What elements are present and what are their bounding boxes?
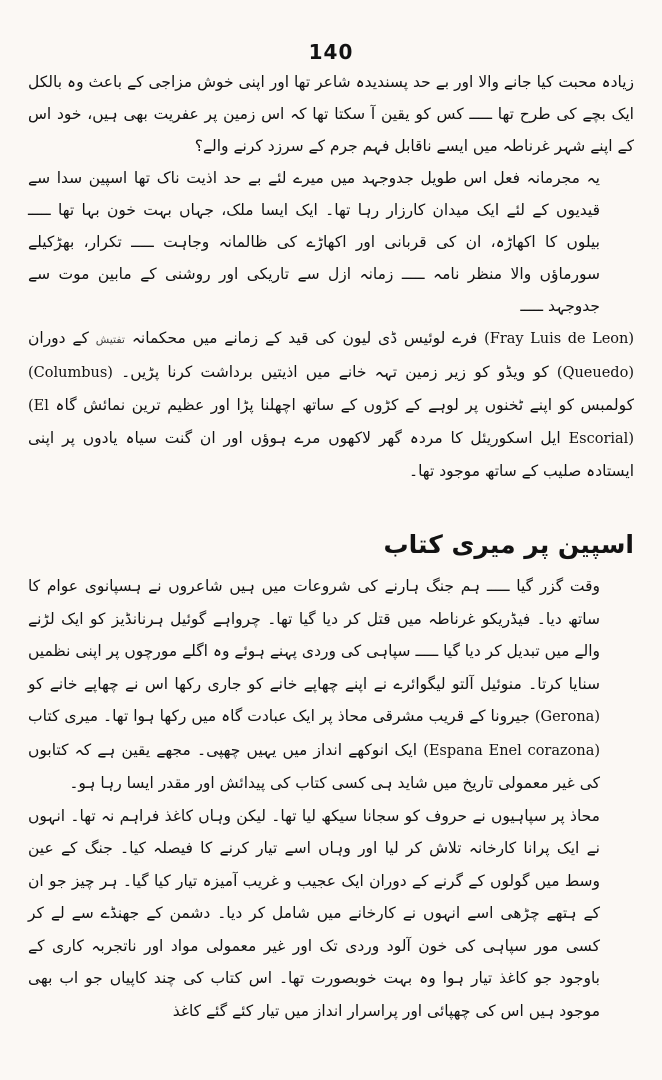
paragraph-5: محاذ پر سپاہیوں نے حروف کو سجانا سیکھ لیا تھا۔ لیکن وہاں کاغذ فراہم نہ تھا۔ انہوں نے ایک پرانا کارخانہ تلاش کر لیا اور وہاں اسے تیار کرنے کا فیصلہ کیا۔ جنگ کے عین وسط میں گولوں کے گرنے کے دوران ایک عجیب و غریب آمیزہ تیار کیا گیا۔ ہر چیز جو ان کے ہتھے چڑھی اسے انہوں نے کارخانے میں شامل کر دیا۔ دشمن کے جھنڈے سے لے کر کسی مور سپاہی کی خون آلود وردی تک اور غیر معمولی مواد اور ناتجربہ کاری کے باوجود جو کاغذ تیار ہوا وہ بہت خوبصورت تھا۔ اس کتاب کی چند کاپیاں جو اب بھی موجود ہیں اس کی چھپائی اور پراسرار انداز میں تیار کئے گئے کاغذ: [28, 806, 600, 1020]
paragraph-4-part-2: جیرونا کے قریب مشرقی محاذ پر ایک عبادت گاہ میں رکھا ہوا تھا۔ میری کتاب: [28, 707, 530, 725]
paragraph-4-part-3: ایک انوکھے انداز میں یہیں چھپی۔ مجھے یقین ہے کہ کتابوں کی غیر معمولی تاریخ میں شاید ہی کسی کتاب کی پیدائش اور مقدر ایسا رہا ہو۔: [28, 740, 600, 792]
latin-columbus: (Columbus): [28, 365, 113, 381]
latin-el-escorial: (El Escorial): [28, 398, 634, 447]
paragraph-1: زیادہ محبت کیا جانے والا اور بے حد پسندیدہ شاعر تھا اور اپنی خوش مزاجی کے باعث وہ بالکل ایک بچے کی طرح تھا ـــــ کس کو یقین آ سکتا تھا کہ اس زمین پر عفریت بھی ہیں، خود اس کے اپنے شہر غرناطہ میں ایسے ناقابل فہم جرم کے سرزد کرنے والے؟: [28, 73, 634, 155]
paragraph-3-part-4: کولمبس کو اپنے ٹخنوں پر لوہے کے کڑوں کے ساتھ اچھلنا پڑا اور عظیم ترین نمائش گاہ: [55, 396, 634, 414]
text-block-top: [28, 66, 634, 487]
paragraph-4-part-1: وقت گزر گیا ـــــ ہم جنگ ہارنے کی شروعات میں ہیں شاعروں نے ہسپانوی عوام کا ساتھ دیا۔ فیڈریکو غرناطہ میں قتل کر دیا گیا تھا۔ چرواہے گوئیل ہرنانڈیز کو ایک لڑنے والے میں تبدیل کر دیا گیا ـــــ سپاہی کی وردی پہنے ہوئے وہ اگلے مورچوں پر اپنی نظمیں سنایا کرتا۔ منوئیل آلتو لیگوائرے نے اپنے چھاپے خانے کو جاری رکھا اس نے چھاپے خانے کو: [28, 577, 600, 693]
page-number: 140: [308, 40, 354, 64]
paragraph-4: [28, 570, 634, 800]
paragraph-3: [28, 322, 634, 487]
paragraph-3-part-2: کے دوران: [28, 329, 89, 347]
paragraph-3-part-5: ایل اسکوریئل کا مردہ گھر لاکھوں مرے ہوؤں اور ان گنت سیاہ یادوں پر اپنی ایستادہ صلیب کے ساتھ موجود تھا۔: [28, 429, 634, 480]
small-word-tafteesh: تفتیش: [95, 333, 125, 346]
text-block-bottom: [28, 570, 634, 1027]
section-heading: اسپین پر میری کتاب: [383, 530, 634, 559]
paragraph-2: یہ مجرمانہ فعل اس طویل جدوجہد میں میرے لئے بے حد اذیت ناک تھا اسپین سدا سے قیدیوں کے لئے ایک میدان کارزار رہا تھا۔ ایک ایسا ملک، جہاں بہت خون بہا تھا ـــــ بیلوں کا اکھاڑہ، ان کی قربانی اور اکھاڑے کی ظالمانہ وجاہت ـــــ تکرار، بھڑکیلے سورماؤں والا منظر نامہ ـــــ زمانہ ازل سے تاریکی اور روشنی کے مابین موت سے جدوجہد ـــــ: [28, 169, 600, 315]
paragraph-3-part-1: فرے لوئیس ڈی لیون کی قید کے زمانے میں محکمانہ: [131, 329, 478, 347]
latin-espana-book-title: (Espana Enel corazona): [423, 742, 601, 759]
latin-gerona: (Gerona): [534, 709, 600, 725]
latin-queuedo: (Queuedo): [556, 365, 634, 381]
latin-fray-luis: (Fray Luis de Leon): [484, 331, 635, 347]
paragraph-3-part-3: کو ویڈو کو زیر زمین تہہ خانے میں اذیتیں برداشت کرنا پڑیں۔: [121, 363, 549, 381]
